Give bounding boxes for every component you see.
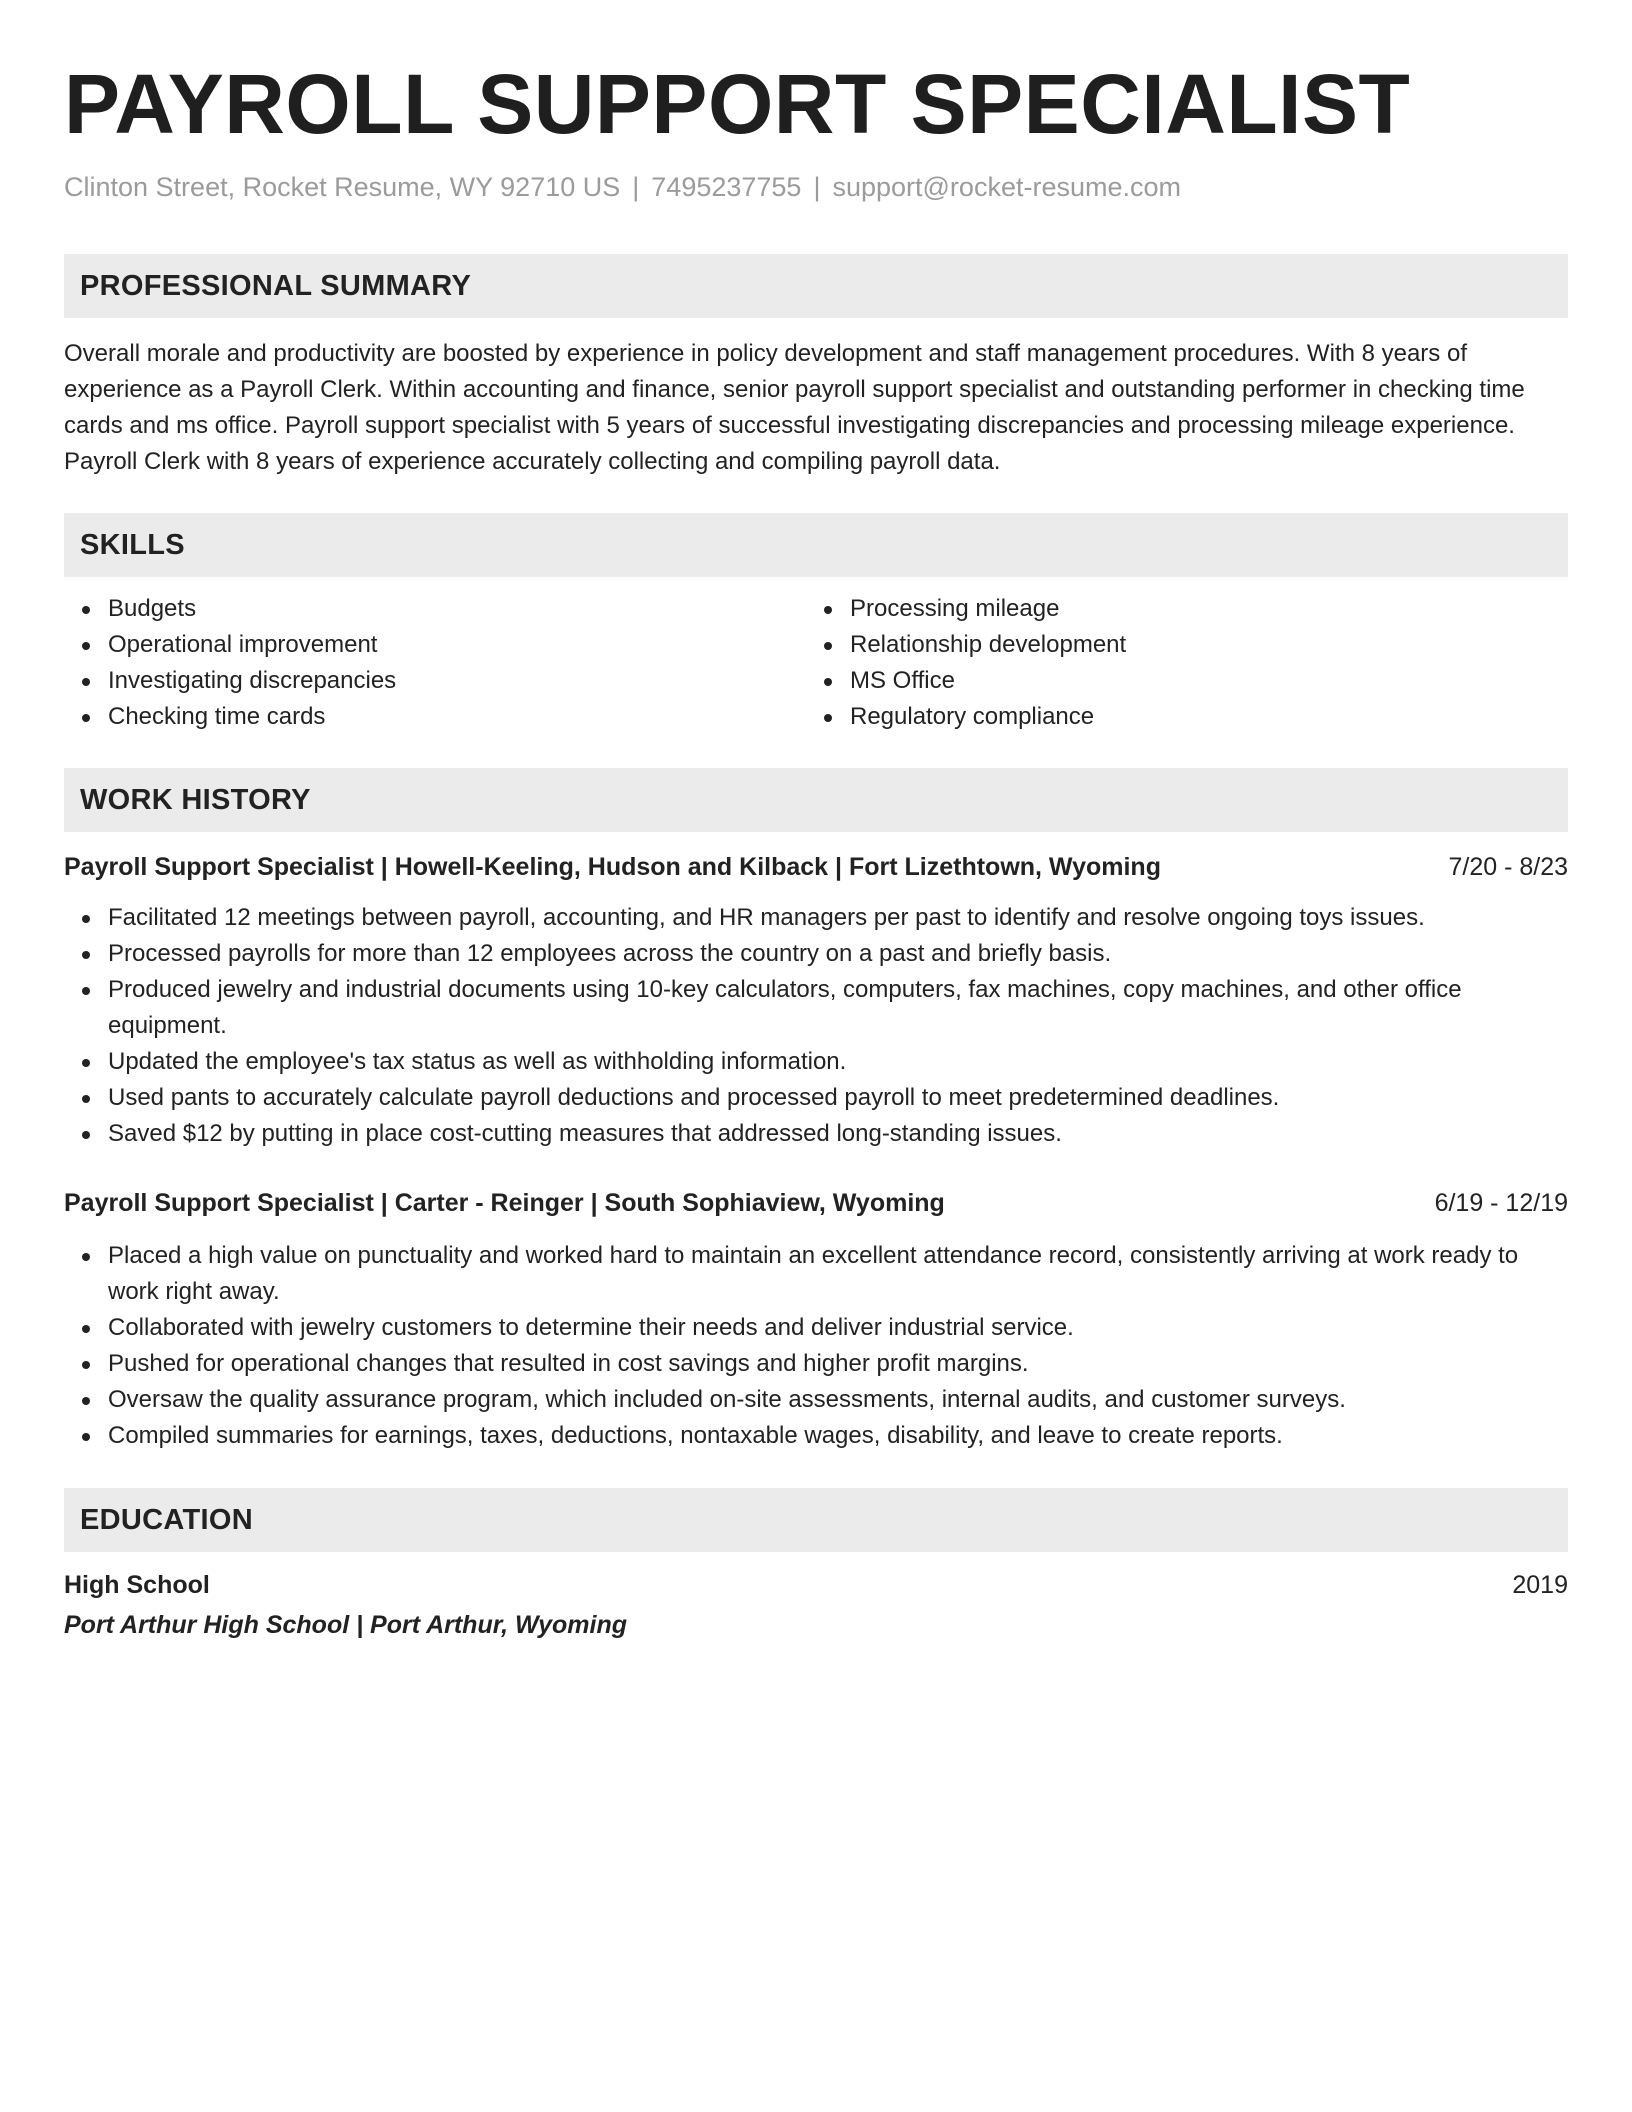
job-header bbox=[64, 1186, 1568, 1220]
skills-grid bbox=[64, 591, 1568, 735]
contact-address: Clinton Street, Rocket Resume, WY 92710 US bbox=[64, 172, 621, 202]
job-title: Payroll Support Specialist | Howell-Keeling, Hudson and Kilback | Fort Lizethtown, Wyoming bbox=[64, 853, 1161, 881]
contact-line bbox=[64, 170, 1568, 204]
job-bullet-list bbox=[64, 900, 1568, 1152]
job-bullet: Processed payrolls for more than 12 employees across the country on a past and briefly basis. bbox=[64, 936, 1568, 972]
job-bullet: Updated the employee's tax status as well as withholding information. bbox=[64, 1044, 1568, 1080]
job-bullet: Compiled summaries for earnings, taxes, deductions, nontaxable wages, disability, and leave to create reports. bbox=[64, 1418, 1568, 1454]
job-bullet: Facilitated 12 meetings between payroll, accounting, and HR managers per past to identify and resolve ongoing toys issues. bbox=[64, 900, 1568, 936]
resume-title: PAYROLL SUPPORT SPECIALIST bbox=[64, 57, 1411, 151]
education-degree: High School bbox=[64, 1571, 210, 1599]
skills-heading: SKILLS bbox=[64, 513, 1568, 577]
job-bullet: Pushed for operational changes that resulted in cost savings and higher profit margins. bbox=[64, 1346, 1568, 1382]
education-heading: EDUCATION bbox=[64, 1488, 1568, 1552]
skill-item: Operational improvement bbox=[64, 627, 806, 663]
work-history-heading: WORK HISTORY bbox=[64, 768, 1568, 832]
skill-item: Relationship development bbox=[806, 627, 1548, 663]
contact-separator: | bbox=[813, 172, 821, 202]
job-header bbox=[64, 850, 1568, 884]
contact-email: support@rocket-resume.com bbox=[832, 172, 1181, 202]
contact-phone: 7495237755 bbox=[651, 172, 802, 202]
job-bullet: Used pants to accurately calculate payroll deductions and processed payroll to meet predetermined deadlines. bbox=[64, 1080, 1568, 1116]
job-title: Payroll Support Specialist | Carter - Reinger | South Sophiaview, Wyoming bbox=[64, 1189, 945, 1217]
job-bullet: Collaborated with jewelry customers to determine their needs and deliver industrial service. bbox=[64, 1310, 1568, 1346]
skill-item: MS Office bbox=[806, 663, 1548, 699]
skill-item: Processing mileage bbox=[806, 591, 1548, 627]
skills-left-column bbox=[64, 591, 806, 735]
job-bullet: Produced jewelry and industrial documents using 10-key calculators, computers, fax machines, copy machines, and other office equipment. bbox=[64, 972, 1568, 1044]
job-dates: 6/19 - 12/19 bbox=[1434, 1189, 1568, 1217]
contact-separator: | bbox=[632, 172, 640, 202]
skill-item: Checking time cards bbox=[64, 699, 806, 735]
skill-item: Regulatory compliance bbox=[806, 699, 1548, 735]
education-header bbox=[64, 1568, 1568, 1602]
skill-item: Investigating discrepancies bbox=[64, 663, 806, 699]
skills-right-column bbox=[806, 591, 1548, 735]
job-bullet: Oversaw the quality assurance program, which included on-site assessments, internal audits, and customer surveys. bbox=[64, 1382, 1568, 1418]
summary-text: Overall morale and productivity are boosted by experience in policy development and staff management procedures. With 8 years of experience as a Payroll Clerk. Within accounting and finance, senior payroll support specialist and outstanding performer in checking time cards and ms office. Payroll support specialist with 5 years of successful investigating discrepancies and processing mileage experience. Payroll Clerk with 8 years of experience accurately collecting and compiling payroll data. bbox=[64, 340, 1525, 475]
job-dates: 7/20 - 8/23 bbox=[1448, 853, 1568, 881]
skill-item: Budgets bbox=[64, 591, 806, 627]
education-year: 2019 bbox=[1512, 1571, 1568, 1599]
education-school: Port Arthur High School | Port Arthur, Wyoming bbox=[64, 1611, 628, 1639]
job-bullet: Saved $12 by putting in place cost-cutting measures that addressed long-standing issues. bbox=[64, 1116, 1568, 1152]
job-bullet-list bbox=[64, 1238, 1568, 1454]
summary-heading: PROFESSIONAL SUMMARY bbox=[64, 254, 1568, 318]
job-bullet: Placed a high value on punctuality and worked hard to maintain an excellent attendance record, consistently arriving at work ready to work right away. bbox=[64, 1238, 1568, 1310]
